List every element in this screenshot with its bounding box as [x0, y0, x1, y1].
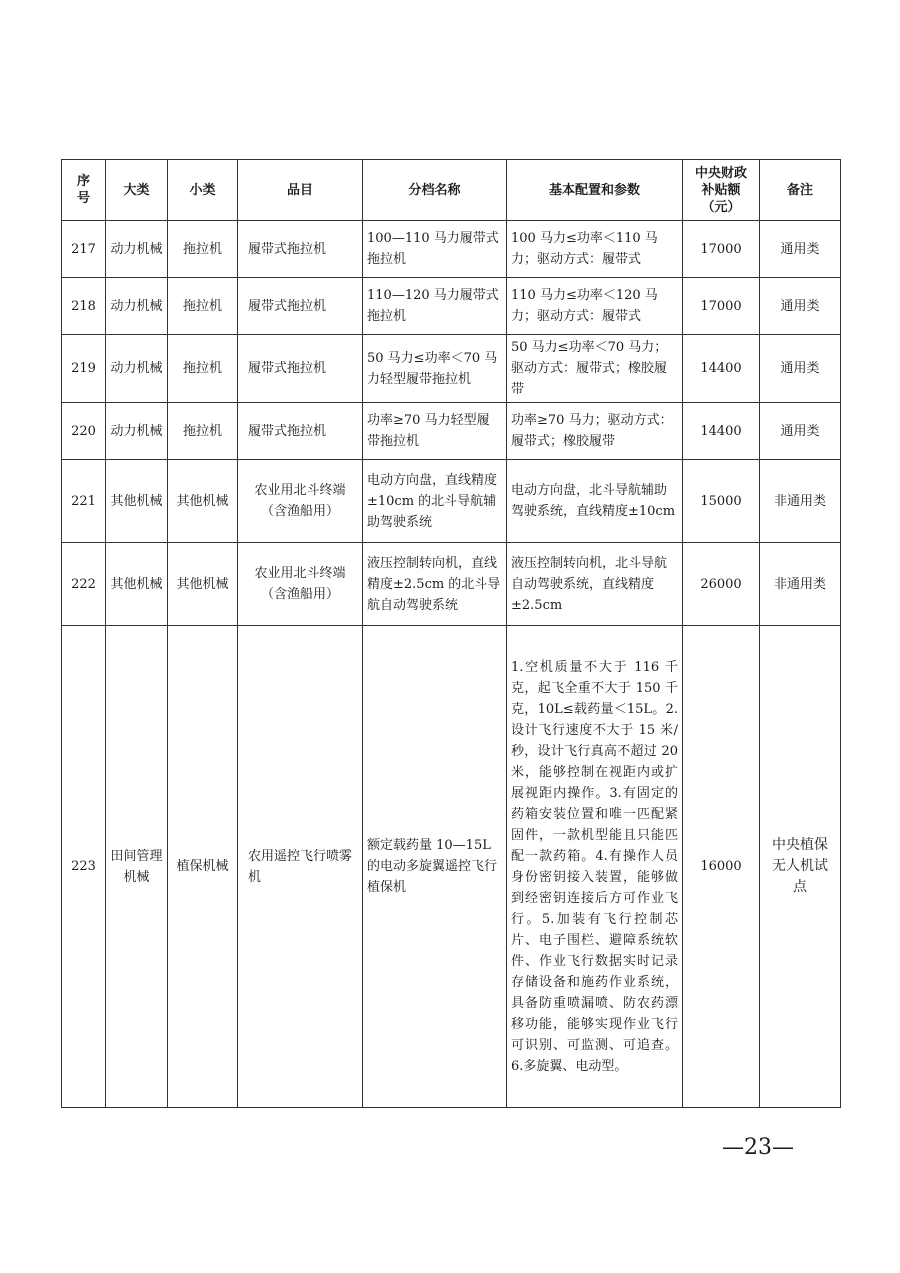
cell-tier: 功率≥70 马力轻型履带拖拉机 [363, 403, 507, 460]
cell-tier: 110—120 马力履带式拖拉机 [363, 278, 507, 335]
cell-no: 222 [62, 543, 106, 626]
cell-note: 通用类 [760, 335, 841, 403]
header-cell: 小类 [168, 160, 238, 221]
table-row [62, 626, 841, 1108]
table-row [62, 460, 841, 543]
cell-note: 中央植保无人机试点 [760, 626, 841, 1108]
cell-note: 通用类 [760, 278, 841, 335]
cell-no: 221 [62, 460, 106, 543]
cell-note: 非通用类 [760, 543, 841, 626]
table-header-row [62, 160, 841, 221]
cell-subcategory: 拖拉机 [168, 278, 238, 335]
table-row [62, 221, 841, 278]
cell-tier: 100—110 马力履带式拖拉机 [363, 221, 507, 278]
cell-config: 100 马力≤功率＜110 马力；驱动方式：履带式 [507, 221, 683, 278]
table-row [62, 335, 841, 403]
cell-category: 动力机械 [106, 403, 168, 460]
cell-category: 其他机械 [106, 460, 168, 543]
header-cell: 中央财政补贴额（元） [683, 160, 760, 221]
cell-item: 履带式拖拉机 [238, 335, 363, 403]
cell-subsidy: 17000 [683, 221, 760, 278]
cell-tier: 电动方向盘，直线精度±10cm 的北斗导航辅助驾驶系统 [363, 460, 507, 543]
cell-subcategory: 其他机械 [168, 543, 238, 626]
cell-item: 履带式拖拉机 [238, 403, 363, 460]
cell-no: 217 [62, 221, 106, 278]
cell-category: 其他机械 [106, 543, 168, 626]
cell-category: 动力机械 [106, 278, 168, 335]
cell-item: 农业用北斗终端（含渔船用） [238, 460, 363, 543]
cell-config: 110 马力≤功率＜120 马力；驱动方式：履带式 [507, 278, 683, 335]
cell-subsidy: 26000 [683, 543, 760, 626]
cell-no: 220 [62, 403, 106, 460]
cell-tier: 50 马力≤功率＜70 马力轻型履带拖拉机 [363, 335, 507, 403]
subsidy-table [61, 159, 841, 1108]
cell-config: 功率≥70 马力；驱动方式：履带式；橡胶履带 [507, 403, 683, 460]
cell-note: 通用类 [760, 403, 841, 460]
cell-subcategory: 其他机械 [168, 460, 238, 543]
cell-item: 农业用北斗终端（含渔船用） [238, 543, 363, 626]
cell-tier: 额定载药量 10—15L 的电动多旋翼遥控飞行植保机 [363, 626, 507, 1108]
cell-item: 履带式拖拉机 [238, 278, 363, 335]
cell-category: 田间管理机械 [106, 626, 168, 1108]
table-row [62, 278, 841, 335]
cell-subsidy: 14400 [683, 403, 760, 460]
cell-subsidy: 17000 [683, 278, 760, 335]
cell-config: 电动方向盘，北斗导航辅助驾驶系统，直线精度±10cm [507, 460, 683, 543]
cell-category: 动力机械 [106, 221, 168, 278]
cell-item: 农用遥控飞行喷雾机 [238, 626, 363, 1108]
header-cell: 大类 [106, 160, 168, 221]
cell-item: 履带式拖拉机 [238, 221, 363, 278]
cell-config: 50 马力≤功率＜70 马力；驱动方式：履带式；橡胶履带 [507, 335, 683, 403]
header-cell: 备注 [760, 160, 841, 221]
cell-subcategory: 拖拉机 [168, 221, 238, 278]
header-cell: 分档名称 [363, 160, 507, 221]
cell-subcategory: 拖拉机 [168, 403, 238, 460]
cell-subsidy: 16000 [683, 626, 760, 1108]
page-number: —23— [722, 1135, 794, 1160]
cell-subcategory: 植保机械 [168, 626, 238, 1108]
table-row [62, 403, 841, 460]
cell-note: 通用类 [760, 221, 841, 278]
cell-subcategory: 拖拉机 [168, 335, 238, 403]
cell-config: 液压控制转向机，北斗导航自动驾驶系统，直线精度±2.5cm [507, 543, 683, 626]
cell-subsidy: 15000 [683, 460, 760, 543]
header-cell: 基本配置和参数 [507, 160, 683, 221]
cell-config: 1.空机质量不大于 116 千克，起飞全重不大于 150 千克，10L≤载药量＜15L。2.设计飞行速度不大于 15 米/秒，设计飞行真高不超过 20 米，能够控制在视距内或扩展视距内操作。3.有固定的药箱安装位置和唯一匹配紧固件，一款机型能且只能匹配一款药箱。4.有操作人员身份密钥接入装置，能够做到经密钥连接后方可作业飞行。5.加装有飞行控制芯片、电子围栏、避障系统软件、作业飞行数据实时记录存储设备和施药作业系统，具备防重喷漏喷、防农药漂移功能，能够实现作业飞行可识别、可监测、可追查。6.多旋翼、电动型。 [507, 626, 683, 1108]
cell-note: 非通用类 [760, 460, 841, 543]
cell-category: 动力机械 [106, 335, 168, 403]
table-row [62, 543, 841, 626]
cell-subsidy: 14400 [683, 335, 760, 403]
cell-no: 223 [62, 626, 106, 1108]
header-cell: 序号 [62, 160, 106, 221]
cell-no: 218 [62, 278, 106, 335]
cell-tier: 液压控制转向机，直线精度±2.5cm 的北斗导航自动驾驶系统 [363, 543, 507, 626]
cell-no: 219 [62, 335, 106, 403]
header-cell: 品目 [238, 160, 363, 221]
